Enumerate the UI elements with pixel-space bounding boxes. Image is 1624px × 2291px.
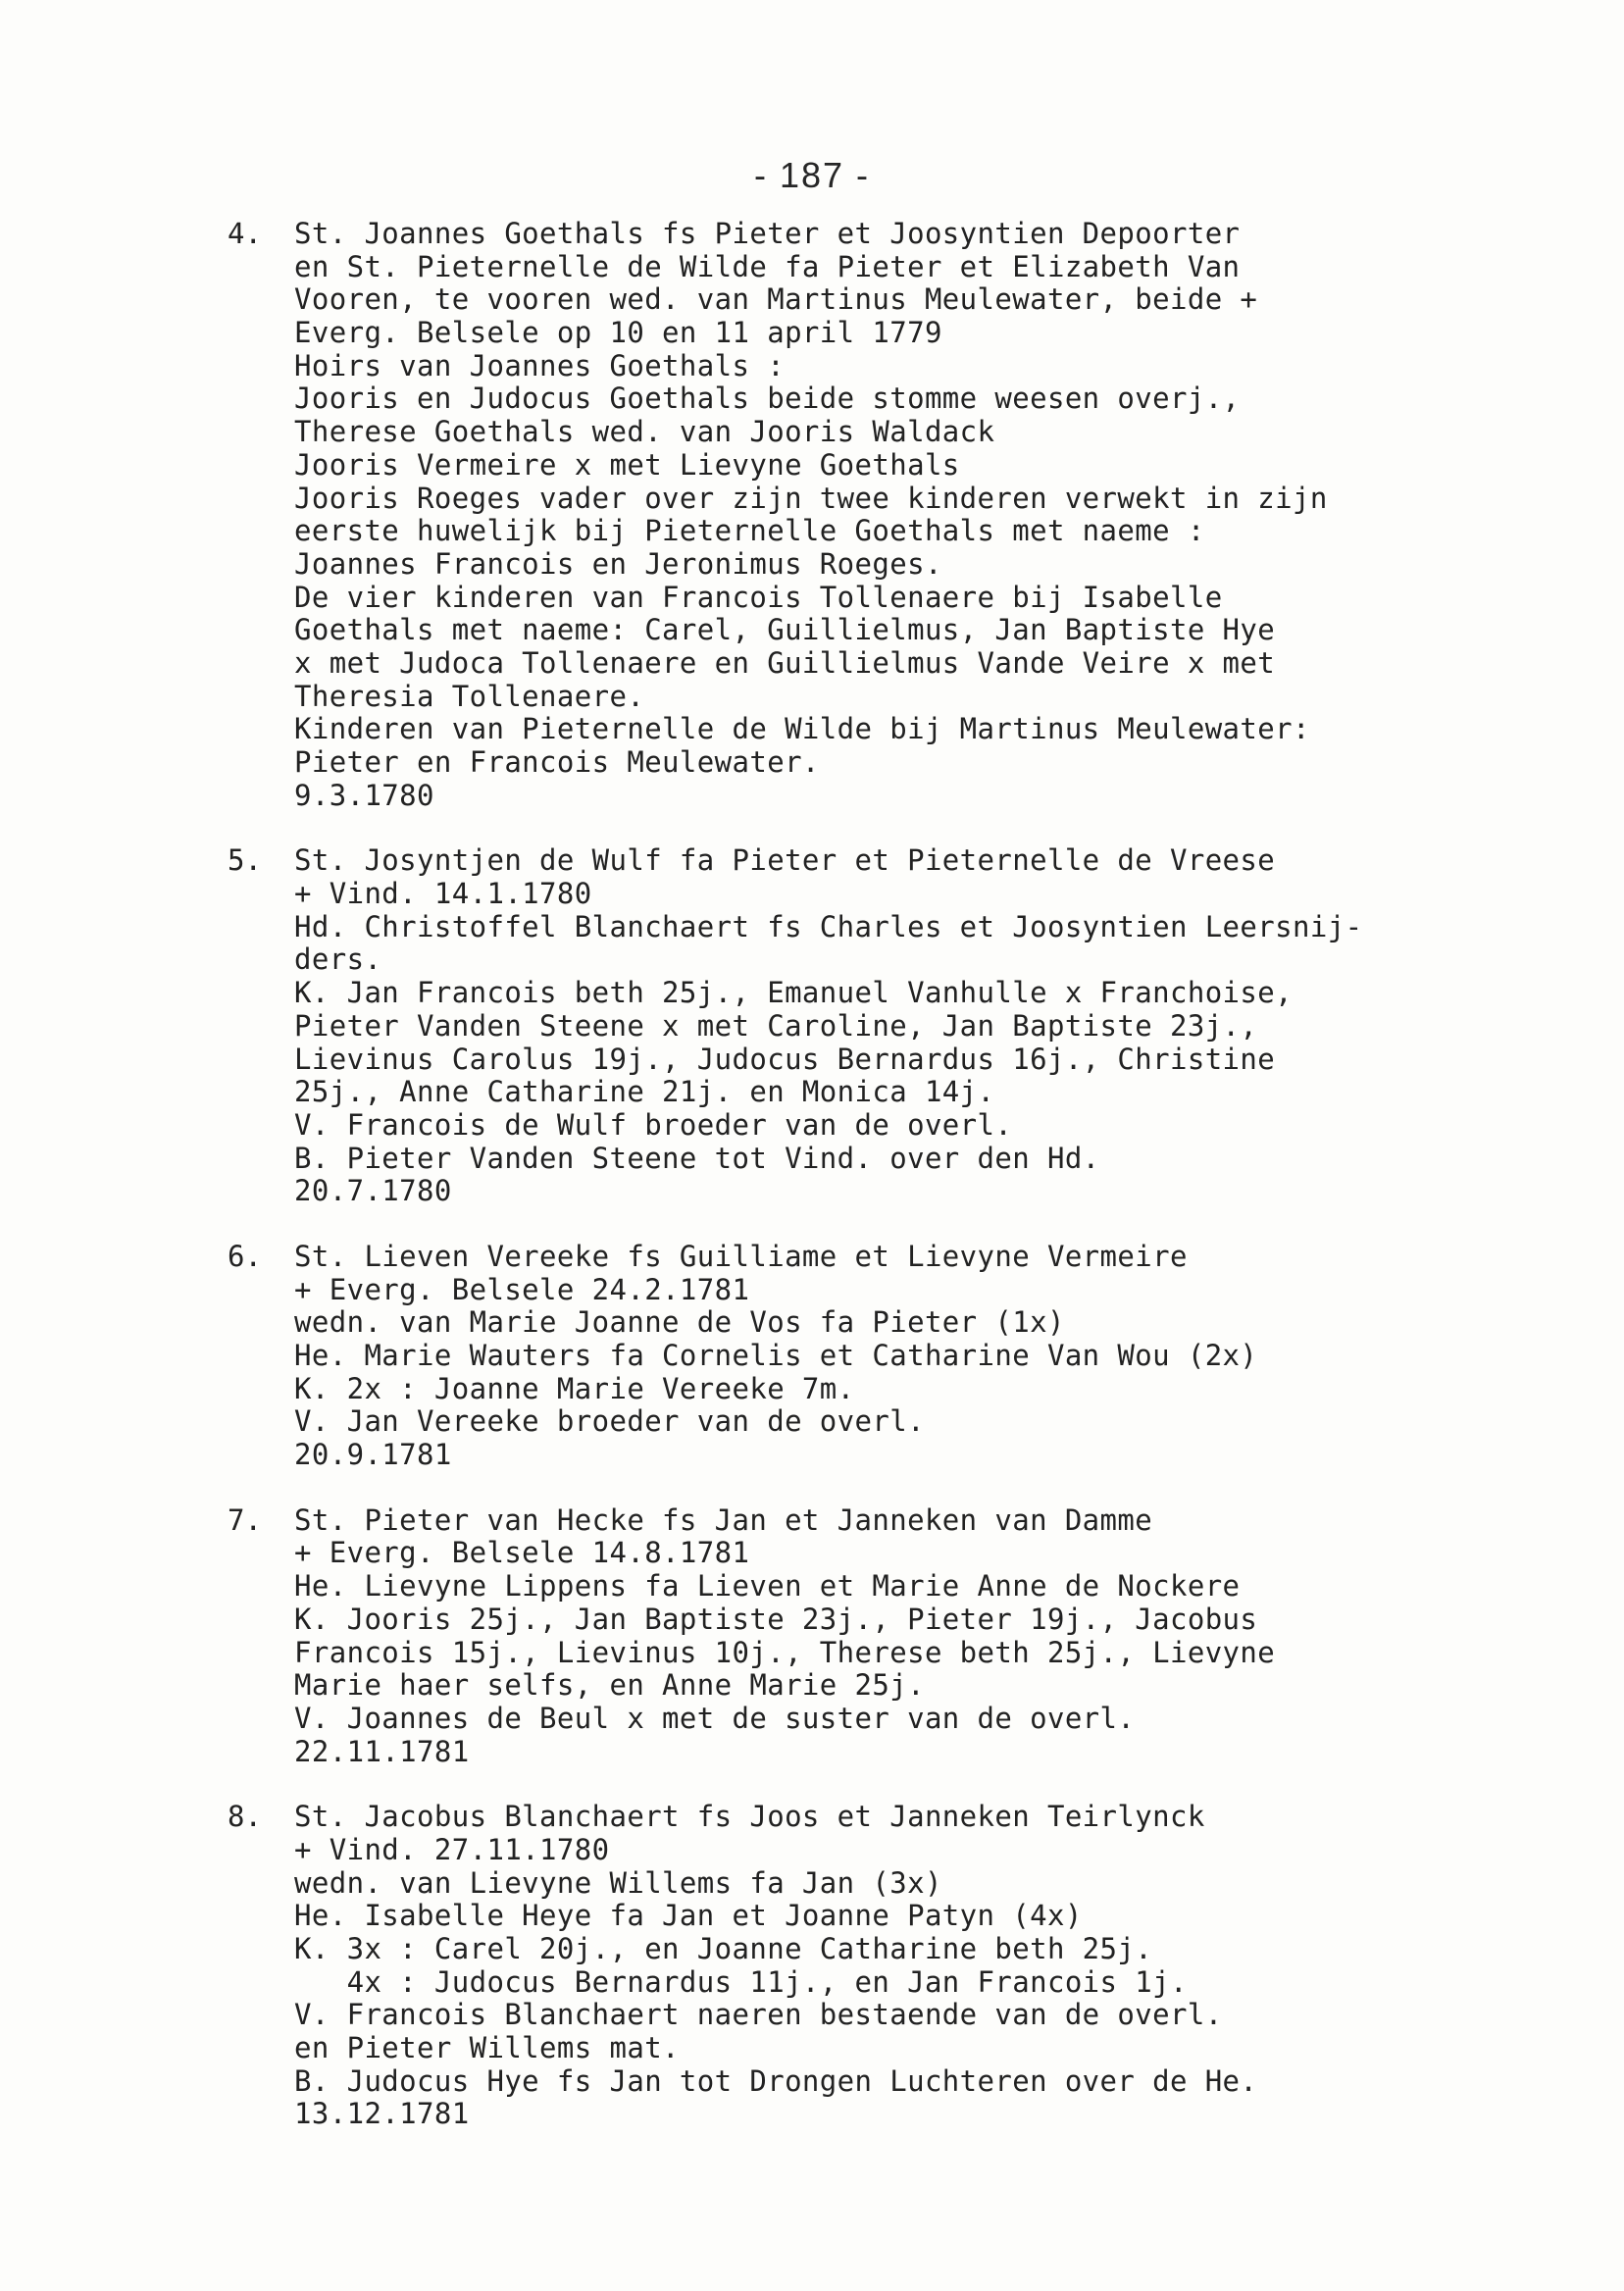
- entry-7: [228, 1504, 1600, 1769]
- entry-line: Kinderen van Pieternelle de Wilde bij Martinus Meulewater:: [294, 712, 1310, 746]
- entry-line: + Everg. Belsele 14.8.1781: [294, 1536, 750, 1570]
- entry-line: Hoirs van Joannes Goethals :: [294, 348, 786, 382]
- entry-line: 25j., Anne Catharine 21j. en Monica 14j.: [294, 1075, 995, 1109]
- entry-line: wedn. van Lievyne Willems fa Jan (3x): [294, 1865, 942, 1900]
- entry-text: [294, 1801, 1600, 2131]
- entry-line: en Pieter Willems mat.: [294, 2031, 680, 2065]
- entry-date: 9.3.1780: [294, 778, 434, 812]
- entry-line: Everg. Belsele op 10 en 11 april 1779: [294, 316, 942, 350]
- entry-line: Marie haer selfs, en Anne Marie 25j.: [294, 1668, 925, 1703]
- entry-line: St. Lieven Vereeke fs Guilliame et Lievyne Vermeire: [294, 1239, 1188, 1273]
- entry-line: St. Jacobus Blanchaert fs Joos et Janneken Teirlynck: [294, 1800, 1205, 1834]
- entry-line: He. Marie Wauters fa Cornelis et Catharine Van Wou (2x): [294, 1339, 1258, 1372]
- entry-number: 8.: [228, 1800, 262, 1834]
- entry-line: Theresia Tollenaere.: [294, 679, 645, 713]
- entry-line: Jooris Vermeire x met Lievyne Goethals: [294, 447, 960, 482]
- entry-5: [228, 844, 1600, 1208]
- entry-text: [294, 1241, 1600, 1472]
- entry-line: Vooren, te vooren wed. van Martinus Meulewater, beide +: [294, 282, 1258, 317]
- entry-line: Jooris Roeges vader over zijn twee kinderen verwekt in zijn: [294, 481, 1328, 515]
- entry-line: Hd. Christoffel Blanchaert fs Charles et Joosyntien Leersnij-: [294, 909, 1363, 943]
- entry-line: + Everg. Belsele 24.2.1781: [294, 1272, 750, 1306]
- entry-line: He. Lievyne Lippens fa Lieven et Marie Anne de Nockere: [294, 1569, 1241, 1604]
- entry-line: Pieter Vanden Steene x met Caroline, Jan Baptiste 23j.,: [294, 1008, 1258, 1043]
- entry-number: 7.: [228, 1502, 262, 1537]
- entry-line: B. Pieter Vanden Steene tot Vind. over den Hd.: [294, 1141, 1100, 1175]
- entry-line: + Vind. 14.1.1780: [294, 877, 592, 911]
- entry-line: Francois 15j., Lievinus 10j., Therese beth 25j., Lievyne: [294, 1635, 1276, 1669]
- entry-line: Goethals met naeme: Carel, Guillielmus, Jan Baptiste Hye: [294, 613, 1276, 647]
- entry-line: Lievinus Carolus 19j., Judocus Bernardus 16j., Christine: [294, 1042, 1276, 1076]
- entry-line: K. 2x : Joanne Marie Vereeke 7m.: [294, 1371, 855, 1405]
- entry-line: K. Jooris 25j., Jan Baptiste 23j., Pieter 19j., Jacobus: [294, 1602, 1258, 1636]
- entry-line: wedn. van Marie Joanne de Vos fa Pieter (1x): [294, 1305, 1065, 1340]
- entry-line: Pieter en Francois Meulewater.: [294, 745, 820, 779]
- entry-line: He. Isabelle Heye fa Jan et Joanne Patyn (4x): [294, 1899, 1083, 1933]
- page-number: - 187 -: [753, 155, 871, 195]
- entry-date: 20.9.1781: [294, 1438, 452, 1472]
- entry-line: + Vind. 27.11.1780: [294, 1832, 610, 1866]
- entry-text: [294, 1504, 1600, 1769]
- entry-line: ders.: [294, 942, 382, 977]
- entry-line: St. Josyntjen de Wulf fa Pieter et Pieternelle de Vreese: [294, 843, 1276, 878]
- entry-8: [228, 1801, 1600, 2131]
- entry-date: 20.7.1780: [294, 1174, 452, 1208]
- entry-line: De vier kinderen van Francois Tollenaere bij Isabelle: [294, 580, 1223, 614]
- entry-text: [294, 844, 1600, 1208]
- entry-4: [228, 218, 1600, 812]
- entry-6: [228, 1241, 1600, 1472]
- entries-list: [228, 218, 1600, 2164]
- entry-line: B. Judocus Hye fs Jan tot Drongen Luchteren over de He.: [294, 2063, 1258, 2098]
- entry-line: St. Pieter van Hecke fs Jan et Janneken van Damme: [294, 1502, 1153, 1537]
- entry-line: K. Jan Francois beth 25j., Emanuel Vanhulle x Franchoise,: [294, 976, 1293, 1010]
- entry-line: V. Joannes de Beul x met de suster van de overl.: [294, 1701, 1136, 1735]
- entry-line: x met Judoca Tollenaere en Guillielmus Vande Veire x met: [294, 645, 1276, 680]
- entry-number: 6.: [228, 1239, 262, 1273]
- entry-line: en St. Pieternelle de Wilde fa Pieter et Elizabeth Van: [294, 249, 1241, 283]
- entry-line: V. Francois Blanchaert naeren bestaende van de overl.: [294, 1998, 1223, 2032]
- entry-line: 4x : Judocus Bernardus 11j., en Jan Francois 1j.: [294, 1964, 1188, 1999]
- entry-line: St. Joannes Goethals fs Pieter et Joosyntien Depoorter: [294, 217, 1241, 250]
- entry-line: Jooris en Judocus Goethals beide stomme weesen overj.,: [294, 382, 1241, 416]
- entry-date: 13.12.1781: [294, 2097, 470, 2131]
- entry-date: 22.11.1781: [294, 1734, 470, 1768]
- entry-line: V. Jan Vereeke broeder van de overl.: [294, 1404, 925, 1439]
- entry-text: [294, 218, 1600, 812]
- entry-line: K. 3x : Carel 20j., en Joanne Catharine beth 25j.: [294, 1932, 1153, 1965]
- entry-line: V. Francois de Wulf broeder van de overl.: [294, 1107, 1013, 1142]
- entry-line: eerste huwelijk bij Pieternelle Goethals met naeme :: [294, 514, 1205, 548]
- entry-line: Therese Goethals wed. van Jooris Waldack: [294, 415, 995, 449]
- entry-number: 5.: [228, 843, 262, 878]
- entry-number: 4.: [228, 217, 262, 250]
- entry-line: Joannes Francois en Jeronimus Roeges.: [294, 546, 942, 581]
